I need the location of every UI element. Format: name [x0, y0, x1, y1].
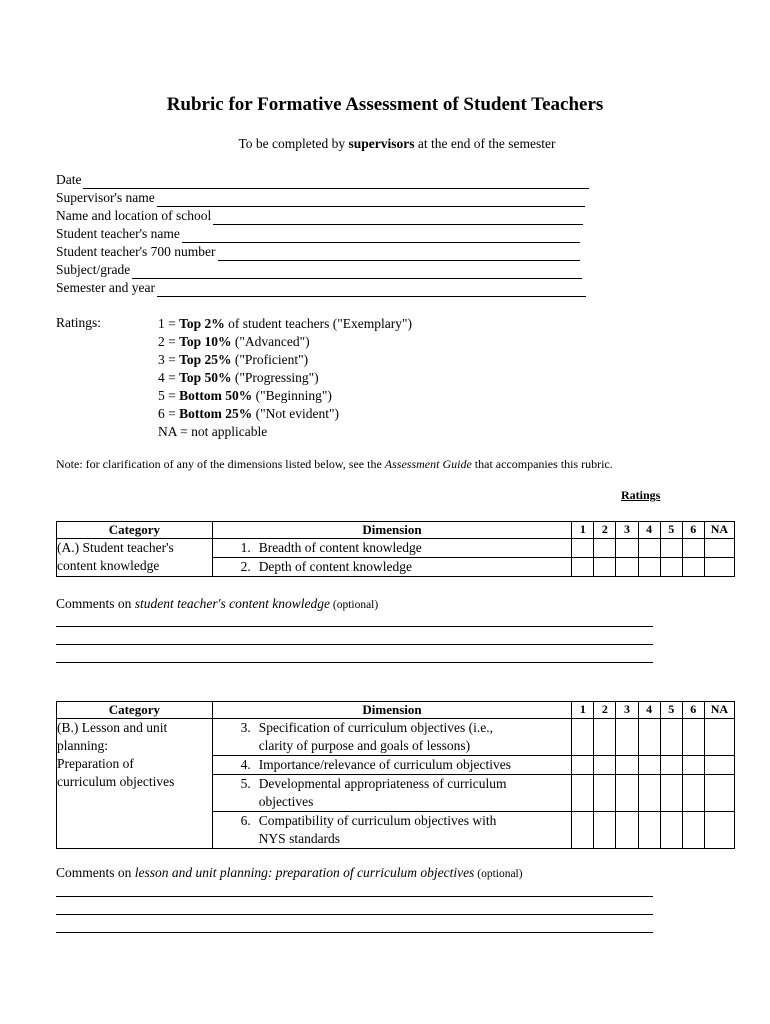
rating-na: [158, 423, 412, 441]
note-post: that accompanies this rubric.: [471, 457, 613, 471]
rating-num: 4 =: [158, 370, 180, 385]
score-cell[interactable]: [594, 775, 616, 812]
table-header-row: [57, 522, 735, 539]
dimension-cell: [212, 812, 572, 849]
dimension-cell: [212, 558, 572, 577]
rubric-table-b: [56, 701, 735, 849]
subtitle-pre: To be completed by: [238, 136, 349, 151]
score-cell[interactable]: [660, 756, 682, 775]
comment-optional: (optional): [329, 599, 379, 611]
student-name-line[interactable]: [182, 229, 580, 243]
date-field[interactable]: [56, 171, 589, 189]
score-cell[interactable]: [572, 775, 594, 812]
comment-optional: (optional): [474, 868, 523, 880]
score-cell[interactable]: [638, 756, 660, 775]
score-cell[interactable]: [660, 812, 682, 849]
dimension-text: NYS standards: [258, 831, 341, 846]
score-header-na: NA: [704, 522, 734, 539]
dimension-text: Specification of curriculum objectives (i.e.,: [258, 720, 493, 735]
score-cell[interactable]: [704, 775, 734, 812]
comment-topic: lesson and unit planning: preparation of curriculum objectives: [134, 865, 475, 880]
score-cell[interactable]: [660, 558, 682, 577]
subject-grade-line[interactable]: [132, 265, 582, 279]
score-cell[interactable]: [682, 812, 704, 849]
score-header-2: 2: [594, 522, 616, 539]
category-line: Preparation of: [57, 756, 134, 771]
dimension-number: 2.: [240, 559, 251, 574]
dimension-text: objectives: [258, 794, 314, 809]
semester-line[interactable]: [157, 283, 586, 297]
rating-num: 2 =: [158, 334, 180, 349]
score-header-6: 6: [682, 522, 704, 539]
category-line: planning:: [57, 738, 108, 753]
score-cell[interactable]: [704, 756, 734, 775]
dimension-number: 6.: [240, 813, 251, 828]
category-header: Category: [57, 702, 213, 719]
comment-pre: Comments on: [56, 865, 135, 880]
school-field[interactable]: [56, 207, 589, 225]
score-cell[interactable]: [594, 719, 616, 756]
rating-bold: Top 50%: [179, 370, 232, 385]
score-cell[interactable]: [572, 539, 594, 558]
student-number-label: Student teacher's 700 number: [56, 244, 216, 259]
score-cell[interactable]: [594, 539, 616, 558]
score-cell[interactable]: [638, 812, 660, 849]
rating-num: 3 =: [158, 352, 180, 367]
info-fields: [56, 171, 589, 297]
score-header-2: 2: [594, 702, 616, 719]
ratings-heading: Ratings: [621, 488, 661, 502]
score-cell[interactable]: [616, 558, 638, 577]
subtitle: [0, 136, 770, 152]
score-cell[interactable]: [682, 775, 704, 812]
category-line: (B.) Lesson and unit: [57, 720, 168, 735]
score-cell[interactable]: [616, 756, 638, 775]
semester-field[interactable]: [56, 279, 589, 297]
score-cell[interactable]: [704, 719, 734, 756]
score-cell[interactable]: [572, 558, 594, 577]
score-header-4: 4: [638, 522, 660, 539]
rating-4: [158, 369, 412, 387]
score-header-1: 1: [572, 702, 594, 719]
clarification-note: [56, 457, 613, 472]
dimension-number: 4.: [240, 757, 251, 772]
rating-5: [158, 387, 412, 405]
score-cell[interactable]: [682, 719, 704, 756]
rating-3: [158, 351, 412, 369]
ratings-scale: [158, 315, 412, 441]
note-pre: Note: for clarification of any of the dimensions listed below, see the: [56, 457, 385, 471]
category-cell: [57, 719, 213, 849]
score-cell[interactable]: [638, 539, 660, 558]
comments-b-label: [56, 865, 523, 881]
score-cell[interactable]: [660, 775, 682, 812]
school-line[interactable]: [213, 211, 583, 225]
supervisor-name-field[interactable]: [56, 189, 589, 207]
rating-bold: Top 25%: [179, 352, 232, 367]
dimension-cell: [212, 539, 572, 558]
table-row: [57, 719, 735, 756]
score-cell[interactable]: [682, 539, 704, 558]
rating-desc: ("Advanced"): [231, 334, 310, 349]
supervisor-name-label: Supervisor's name: [56, 190, 155, 205]
comment-line[interactable]: [56, 914, 653, 915]
table-header-row: [57, 702, 735, 719]
score-header-6: 6: [682, 702, 704, 719]
dimension-number: 1.: [240, 540, 251, 555]
category-line: content knowledge: [57, 558, 160, 573]
score-cell[interactable]: [594, 812, 616, 849]
subject-grade-field[interactable]: [56, 261, 589, 279]
rubric-table-a: [56, 521, 735, 577]
date-label: Date: [56, 172, 82, 187]
school-label: Name and location of school: [56, 208, 212, 223]
rating-6: [158, 405, 412, 423]
dimension-cell: [212, 756, 572, 775]
score-cell[interactable]: [572, 812, 594, 849]
score-cell[interactable]: [704, 558, 734, 577]
semester-label: Semester and year: [56, 280, 155, 295]
dimension-cell: [212, 719, 572, 756]
category-cell: [57, 539, 213, 577]
score-cell[interactable]: [616, 812, 638, 849]
score-cell[interactable]: [616, 539, 638, 558]
dimension-number: 3.: [240, 720, 251, 735]
comment-topic: student teacher's content knowledge: [134, 596, 330, 611]
rating-num: 5 =: [158, 388, 180, 403]
rating-1: [158, 315, 412, 333]
rating-num: 6 =: [158, 406, 180, 421]
score-header-3: 3: [616, 522, 638, 539]
score-header-1: 1: [572, 522, 594, 539]
ratings-label: Ratings:: [56, 315, 102, 330]
category-line: (A.) Student teacher's: [57, 540, 174, 555]
subtitle-post: at the end of the semester: [414, 136, 556, 151]
student-name-field[interactable]: [56, 225, 589, 243]
note-italic: Assessment Guide: [384, 457, 472, 471]
score-cell[interactable]: [682, 558, 704, 577]
rating-desc: ("Proficient"): [231, 352, 309, 367]
rating-bold: Bottom 50%: [179, 388, 253, 403]
score-cell[interactable]: [682, 756, 704, 775]
supervisor-name-line[interactable]: [157, 193, 585, 207]
score-cell[interactable]: [638, 719, 660, 756]
student-number-field[interactable]: [56, 243, 589, 261]
rating-desc: NA = not applicable: [158, 424, 268, 439]
comment-line[interactable]: [56, 662, 653, 663]
dimension-text: Importance/relevance of curriculum objectives: [258, 757, 511, 772]
score-cell[interactable]: [572, 756, 594, 775]
score-cell[interactable]: [704, 539, 734, 558]
rating-desc: ("Beginning"): [252, 388, 332, 403]
score-cell[interactable]: [704, 812, 734, 849]
score-header-na: NA: [704, 702, 734, 719]
comments-a-label: [56, 596, 378, 612]
dimension-text: Compatibility of curriculum objectives with: [258, 813, 497, 828]
student-name-label: Student teacher's name: [56, 226, 180, 241]
score-header-5: 5: [660, 702, 682, 719]
rating-2: [158, 333, 412, 351]
rating-bold: Top 10%: [179, 334, 232, 349]
rating-bold: Top 2%: [179, 316, 225, 331]
score-cell[interactable]: [572, 719, 594, 756]
rating-num: 1 =: [158, 316, 180, 331]
dimension-text: Depth of content knowledge: [258, 559, 413, 574]
dimension-cell: [212, 775, 572, 812]
score-header-5: 5: [660, 522, 682, 539]
score-cell[interactable]: [616, 775, 638, 812]
subtitle-bold: supervisors: [348, 136, 415, 151]
category-line: curriculum objectives: [57, 774, 175, 789]
dimension-number: 5.: [240, 776, 251, 791]
score-cell[interactable]: [638, 775, 660, 812]
rating-desc: ("Progressing"): [231, 370, 319, 385]
score-cell[interactable]: [594, 558, 616, 577]
score-cell[interactable]: [638, 558, 660, 577]
comment-line[interactable]: [56, 932, 653, 933]
dimension-text: clarity of purpose and goals of lessons): [258, 738, 471, 753]
score-cell[interactable]: [660, 719, 682, 756]
dimension-header: Dimension: [212, 702, 572, 719]
comment-line[interactable]: [56, 626, 653, 627]
date-line[interactable]: [83, 175, 589, 189]
page-title: Rubric for Formative Assessment of Student Teachers: [166, 94, 604, 115]
rating-bold: Bottom 25%: [179, 406, 253, 421]
rating-desc: ("Not evident"): [252, 406, 339, 421]
dimension-text: Breadth of content knowledge: [258, 540, 422, 555]
comment-pre: Comments on: [56, 596, 135, 611]
score-cell[interactable]: [594, 756, 616, 775]
score-header-3: 3: [616, 702, 638, 719]
comment-line[interactable]: [56, 896, 653, 897]
table-row: [57, 539, 735, 558]
dimension-text: Developmental appropriateness of curriculum: [258, 776, 507, 791]
rating-desc: of student teachers ("Exemplary"): [224, 316, 412, 331]
student-number-line[interactable]: [218, 247, 580, 261]
score-cell[interactable]: [660, 539, 682, 558]
score-cell[interactable]: [616, 719, 638, 756]
category-header: Category: [57, 522, 213, 539]
dimension-header: Dimension: [212, 522, 572, 539]
score-header-4: 4: [638, 702, 660, 719]
comment-line[interactable]: [56, 644, 653, 645]
subject-grade-label: Subject/grade: [56, 262, 131, 277]
